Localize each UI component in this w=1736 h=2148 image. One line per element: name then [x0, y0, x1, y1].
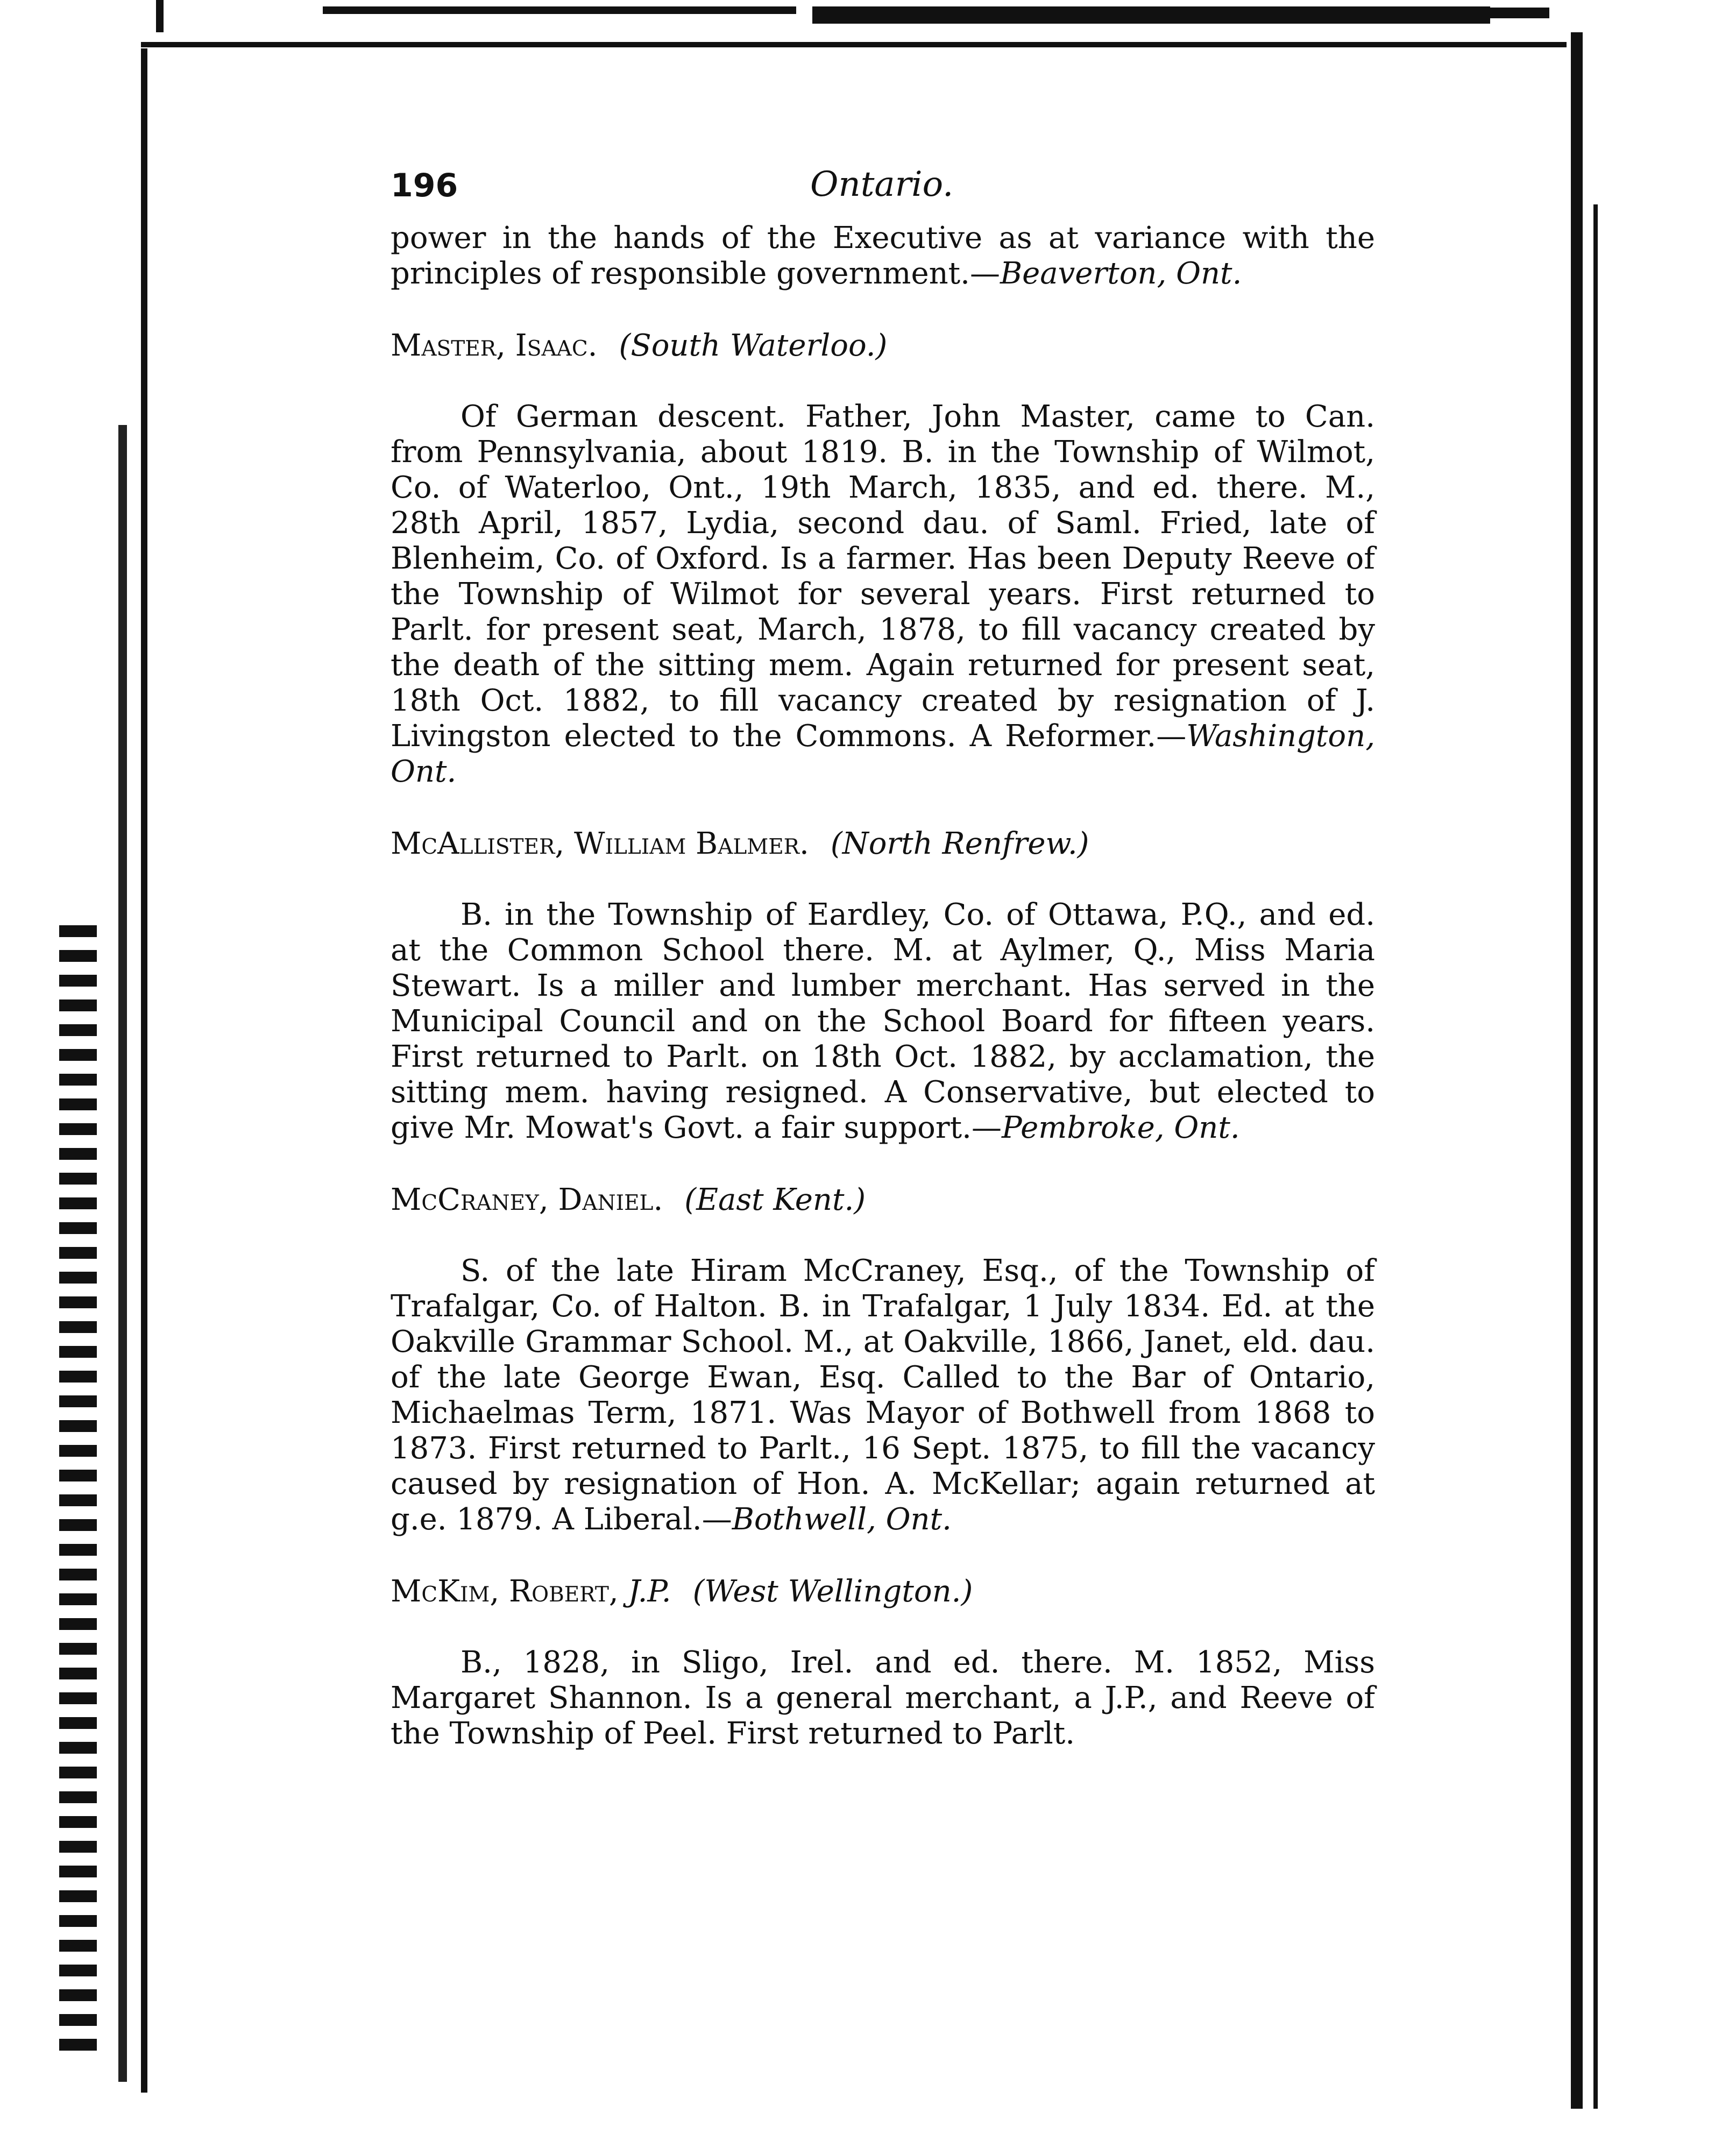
entry-text: S. of the late Hiram McCraney, Esq., of the Township of Trafalgar, Co. of Halton. B. in Trafalgar, 1 July 1834. Ed. at the Oakville Grammar School. M., at Oakville, 1866, Janet, eld. dau. of the late George Ewan, Esq. Called to the Bar of Ontario, Michaelmas Term, 1871. Was Mayor of Bothwell from 1868 to 1873. First returned to Parlt., 16 Sept. 1875, to fill the vacancy caused by resignation of Hon. A. McKellar; again returned at g.e. 1879. A Liberal.— [391, 1253, 1375, 1537]
page-content [391, 156, 1375, 1752]
scan-binding-edge [118, 425, 127, 2082]
entry-body [391, 897, 1375, 1146]
running-head: Ontario. [810, 165, 954, 204]
page-header [391, 156, 1375, 221]
district: (East Kent.) [684, 1182, 866, 1217]
residence: Pembroke, Ont. [1001, 1110, 1240, 1145]
continuation-text: power in the hands of the Executive as at variance with the principles of responsible government.— [391, 221, 1375, 291]
entry-body [391, 1645, 1375, 1752]
member-name: McAllister, William Balmer. [391, 826, 809, 861]
entry-text: B., 1828, in Sligo, Irel. and ed. there. M. 1852, Miss Margaret Shannon. Is a general merchant, a J.P., and Reeve of the Township of Peel. First returned to Parlt. [391, 1645, 1375, 1751]
district: (North Renfrew.) [830, 826, 1089, 861]
entry-text: B. in the Township of Eardley, Co. of Ottawa, P.Q., and ed. at the Common School there. M. at Aylmer, Q., Miss Maria Stewart. Is a miller and lumber merchant. Has served in the Municipal Council and on the School Board for fifteen years. First returned to Parlt. on 18th Oct. 1882, by acclamation, the sitting mem. having resigned. A Conservative, but elected to give Mr. Mowat's Govt. a fair support.— [391, 897, 1375, 1145]
entry [391, 1182, 1375, 1537]
scan-border-top-rule [141, 42, 1567, 47]
scan-binding-edge [156, 0, 164, 32]
member-name: Master, Isaac. [391, 328, 598, 363]
scan-border-top [1377, 8, 1549, 18]
entry-heading [391, 1574, 1375, 1610]
entry [391, 826, 1375, 1146]
entry-heading [391, 328, 1375, 364]
page-number: 196 [391, 167, 458, 204]
entry-heading [391, 826, 1375, 862]
entry-heading [391, 1182, 1375, 1218]
title-suffix: J.P. [628, 1574, 671, 1609]
member-name: McKim, Robert, [391, 1574, 619, 1609]
continuation-paragraph [391, 221, 1375, 292]
entry [391, 1574, 1375, 1752]
district: (West Wellington.) [692, 1574, 973, 1609]
entry-body [391, 1253, 1375, 1537]
residence: Beaverton, Ont. [1000, 256, 1242, 291]
scan-border-top [323, 6, 796, 14]
scan-border-right [1571, 32, 1583, 2109]
member-name: McCraney, Daniel. [391, 1182, 663, 1217]
scan-border-left [141, 48, 147, 2093]
entry [391, 328, 1375, 790]
entry-text: Of German descent. Father, John Master, came to Can. from Pennsylvania, about 1819. B. in the Township of Wilmot, Co. of Waterloo, Ont., 19th March, 1835, and ed. there. M., 28th April, 1857, Lydia, second dau. of Saml. Fried, late of Blenheim, Co. of Oxford. Is a farmer. Has been Deputy Reeve of the Township of Wilmot for several years. First returned to Parlt. for present seat, March, 1878, to fill vacancy created by the death of the sitting mem. Again returned for present seat, 18th Oct. 1882, to fill vacancy created by resignation of J. Livingston elected to the Commons. A Reformer.— [391, 399, 1375, 754]
scan-binding-marks [59, 925, 97, 2055]
entry-body [391, 399, 1375, 790]
scan-border-right [1593, 204, 1598, 2109]
residence: Washington, Ont. [391, 719, 1375, 789]
district: (South Waterloo.) [619, 328, 888, 363]
residence: Bothwell, Ont. [732, 1502, 952, 1537]
